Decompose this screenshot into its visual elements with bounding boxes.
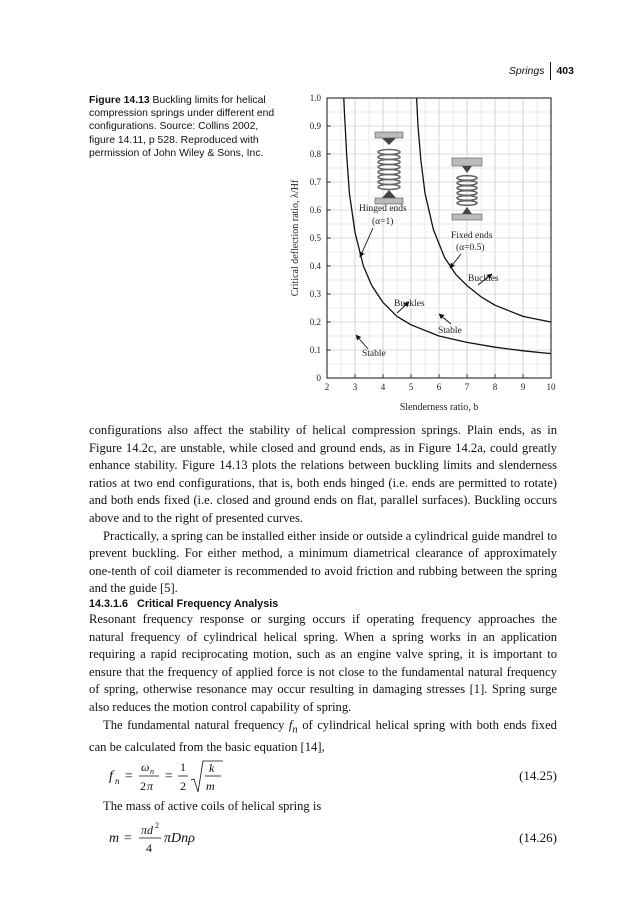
- y-tick-label: 0.9: [309, 121, 321, 131]
- svg-text:2: 2: [180, 779, 186, 793]
- y-tick-label: 1.0: [309, 93, 321, 103]
- svg-text:n: n: [115, 776, 120, 786]
- svg-text:1: 1: [180, 760, 186, 774]
- body-text-mass: [89, 798, 557, 816]
- label-hinged-alpha: (α=1): [372, 217, 394, 227]
- y-axis-label: Critical deflection ratio, λ/Hf: [290, 179, 301, 297]
- label-hinged-ends: Hinged ends: [359, 204, 407, 214]
- svg-text:2: 2: [155, 821, 159, 830]
- y-tick-label: 0.7: [309, 177, 321, 187]
- subheading-number: 14.3.1.6: [89, 598, 129, 610]
- x-tick-label: 10: [546, 382, 556, 392]
- body-text-top: [89, 422, 557, 598]
- paragraph-practically: Practically, a spring can be installed either inside or outside a cylindrical guide mandrel to prevent buckling. For either method, a minimum diametrical clearance of approximately one-tenth of coil diameter is recommended to avoid friction and rubbing between the spring and the guide [5].: [89, 528, 557, 596]
- svg-text:m: m: [206, 779, 215, 793]
- figure-caption: [89, 94, 284, 160]
- running-header: [509, 62, 574, 80]
- header-divider: [550, 62, 551, 80]
- buckling-chart: [286, 90, 556, 415]
- equation-number-14-26: (14.26): [519, 830, 557, 845]
- equation-mass: [109, 818, 249, 858]
- paragraph-configurations: configurations also affect the stability of helical compression springs. Plain ends, as in Figure 14.2c, are unstable, while closed and ground ends, as in Figure 14.2a, could greatly enhance stability. Figure 14.13 plots the relations between buckling limits and slenderness ratios at two end configurations, that is, both ends hinged (i.e. ends are permitted to rotate) and both ends fixed (i.e. closed and ground ends on flat, parallel surfaces). Buckling occurs above and to the right of presented curves.: [89, 423, 557, 525]
- equation-frequency: [109, 758, 289, 796]
- paragraph-mass: The mass of active coils of helical spring is: [103, 799, 322, 813]
- body-text-bottom: [89, 611, 557, 756]
- x-tick-label: 7: [464, 382, 470, 392]
- y-tick-label: 0.1: [309, 345, 321, 355]
- equation-14-26: [89, 818, 557, 858]
- x-tick-label: 9: [520, 382, 526, 392]
- subheading-title: Critical Frequency Analysis: [137, 598, 279, 610]
- equation-14-25: [89, 758, 557, 794]
- svg-text:π: π: [147, 779, 154, 793]
- y-tick-label: 0.4: [309, 261, 321, 271]
- y-tick-label: 0.8: [309, 149, 321, 159]
- label-buckles-fixed: Buckles: [468, 274, 499, 284]
- section-name: Springs: [508, 65, 545, 77]
- x-tick-label: 4: [380, 382, 386, 392]
- svg-text:=: =: [125, 769, 133, 784]
- svg-text:ω: ω: [141, 760, 150, 774]
- y-tick-label: 0.5: [309, 233, 321, 243]
- svg-text:πd: πd: [141, 823, 154, 837]
- label-stable-hinged: Stable: [362, 349, 386, 359]
- axis-ticks: [310, 93, 556, 392]
- x-tick-label: 2: [324, 382, 330, 392]
- label-stable-fixed: Stable: [438, 326, 462, 336]
- x-tick-label: 6: [436, 382, 442, 392]
- paragraph-resonant: Resonant frequency response or surging occurs if operating frequency approaches the natural frequency of cylindrical helical spring. When a spring works in an application requiring a rapid reciprocating motion, such as an engine valve spring, it is important to ensure that the frequency of applied force is not close to the fundamental natural frequency of spring, otherwise resonance may occur resulting in damaging stresses [1]. Spring surge also reduces the motion control capability of spring.: [89, 612, 557, 714]
- y-tick-label: 0: [316, 373, 321, 383]
- svg-text:=: =: [165, 769, 173, 784]
- x-tick-label: 3: [352, 382, 358, 392]
- svg-text:=: =: [124, 831, 132, 846]
- x-axis-label: Slenderness ratio, b: [399, 402, 479, 413]
- svg-text:f: f: [109, 769, 113, 784]
- paragraph-fundamental: The fundamental natural frequency $f_n$ of cylindrical helical spring with both ends fixed can be calculated from the basic equation [14],: [89, 717, 557, 754]
- y-tick-label: 0.3: [309, 289, 321, 299]
- y-tick-label: 0.6: [309, 205, 321, 215]
- equation-number-14-25: (14.25): [519, 768, 557, 783]
- svg-text:4: 4: [146, 841, 152, 855]
- figure-caption-text: Buckling limits for helical compression springs under different end configurations. Source: Collins 2002, figure 14.11, p 528. Reproduced with permission of John Wiley & Sons, Inc.: [89, 95, 275, 159]
- svg-text:m: m: [109, 831, 120, 846]
- x-tick-label: 8: [492, 382, 498, 392]
- page-number: 403: [556, 65, 574, 77]
- svg-text:k: k: [209, 761, 215, 775]
- label-fixed-ends: Fixed ends: [451, 231, 493, 241]
- figure-label: Figure 14.13: [89, 95, 150, 106]
- label-fixed-alpha: (α=0.5): [456, 243, 485, 253]
- svg-text:n: n: [150, 767, 154, 776]
- label-buckles-hinged: Buckles: [394, 299, 425, 309]
- svg-text:2: 2: [140, 779, 146, 793]
- svg-text:πDnρ: πDnρ: [164, 831, 195, 846]
- y-tick-label: 0.2: [309, 317, 321, 327]
- x-tick-label: 5: [408, 382, 414, 392]
